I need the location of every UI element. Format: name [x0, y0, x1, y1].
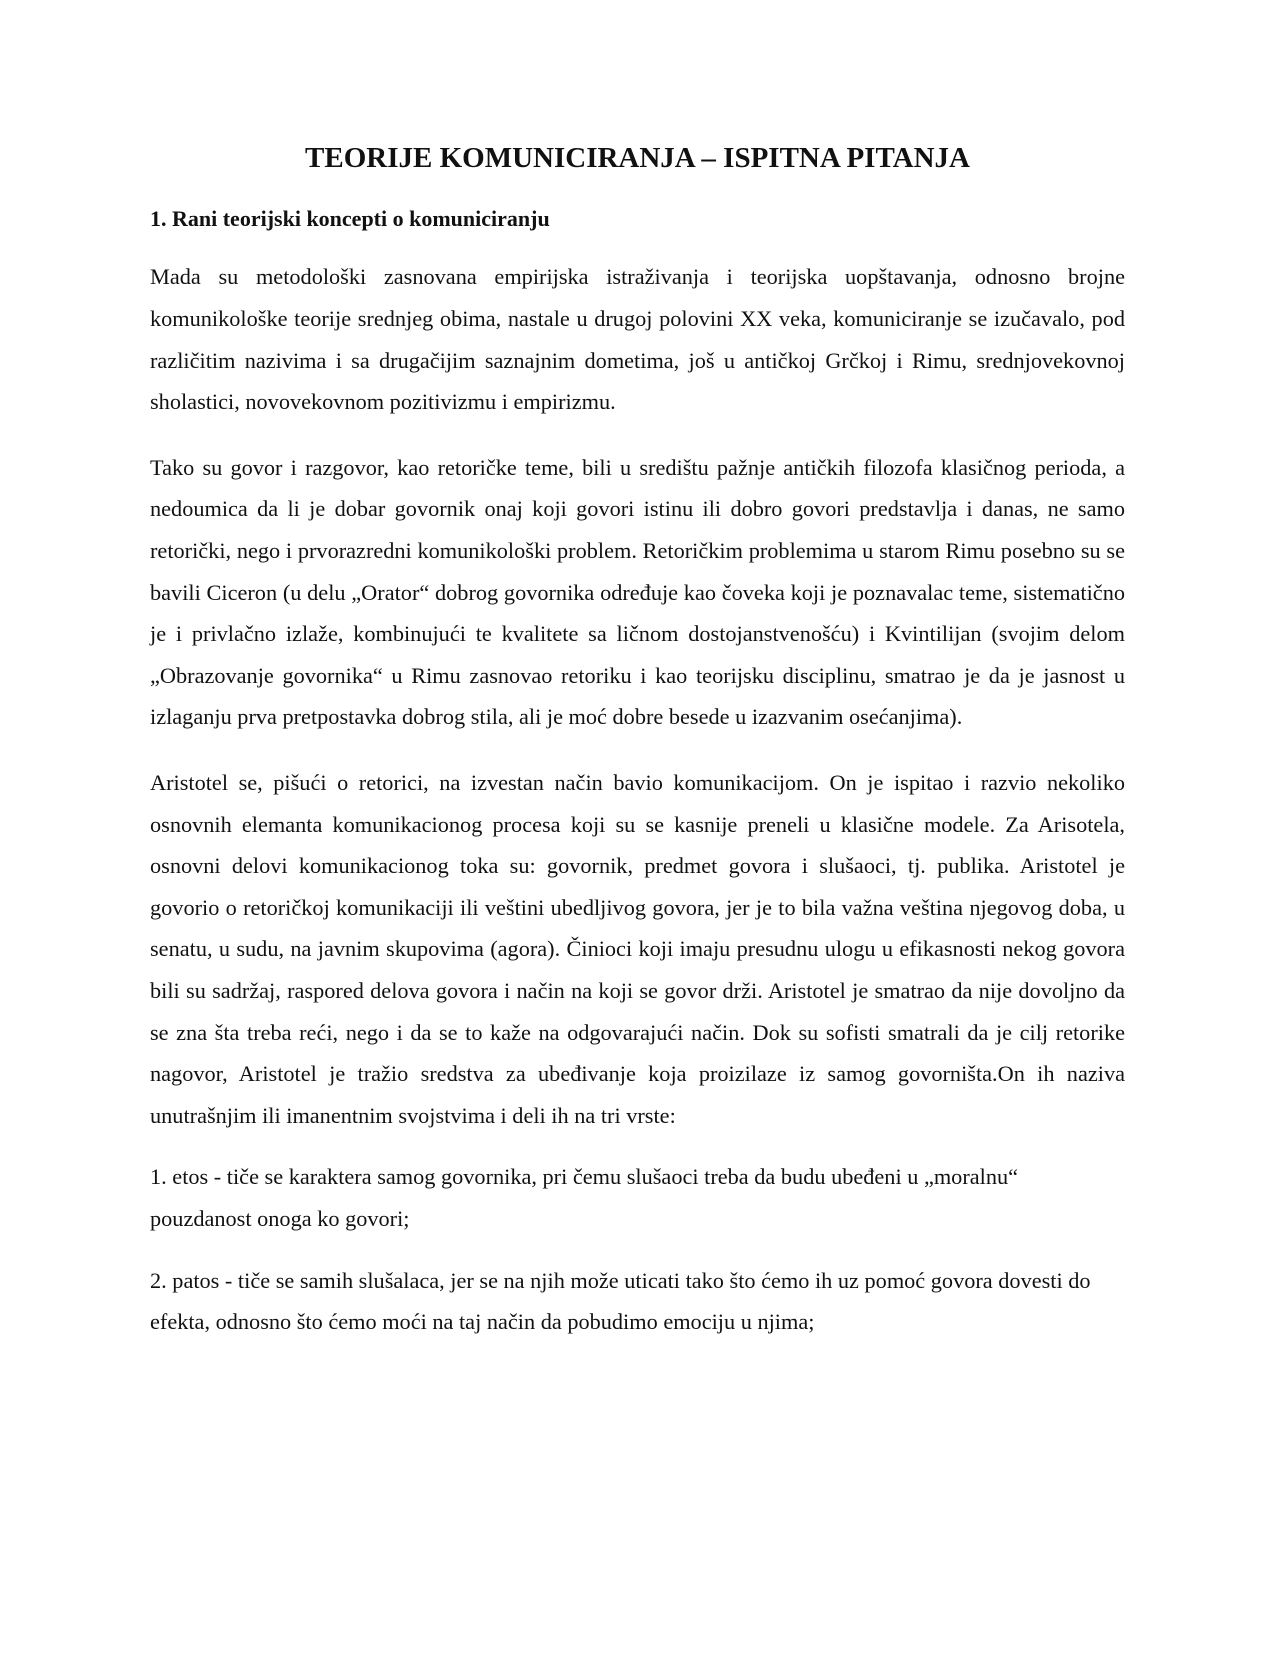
section-heading: 1. Rani teorijski koncepti o komuniciranju [150, 205, 550, 231]
paragraph-1: Mada su metodološki zasnovana empirijska istraživanja i teorijska uopštavanja, odnosno brojne komunikološke teorije srednjeg obima, nastale u drugoj polovini XX veka, komuniciranje se izučavalo, pod različitim nazivima i sa drugačijim saznajnim dometima, još u antičkoj Grčkoj i Rimu, srednjovekovnoj sholastici, novovekovnom pozitivizmu i empirizmu. [150, 264, 1125, 415]
paragraph-3: Aristotel se, pišući o retorici, na izvestan način bavio komunikacijom. On je ispitao i razvio nekoliko osnovnih elemanta komunikacionog procesa koji su se kasnije preneli u klasične modele. Za Arisotela, osnovni delovi komunikacionog toka su: govornik, predmet govora i slušaoci, tj. publika. Aristotel je govorio o retoričkoj komunikaciji ili veštini ubedljivog govora, jer je to bila važna veština njegovog doba, u senatu, u sudu, na javnim skupovima (agora). Činioci koji imaju presudnu ulogu u efikasnosti nekog govora bili su sadržaj, raspored delova govora i način na koji se govor drži. Aristotel je smatrao da nije dovoljno da se zna šta treba reći, nego i da se to kaže na odgovarajući način. Dok su sofisti smatrali da je cilj retorike nagovor, Aristotel je tražio sredstva za ubeđivanje koja proizilaze iz samog govorništa.On ih naziva unutrašnjim ili imanentnim svojstvima i deli ih na tri vrste: [150, 770, 1125, 1128]
document-page [150, 140, 1125, 1343]
list-item-patos: 2. patos - tiče se samih slušalaca, jer se na njih može uticati tako što ćemo ih uz pomoć govora dovesti do efekta, odnosno što ćemo moći na taj način da pobudimo emociju u njima; [150, 1267, 1091, 1335]
list-item-etos: 1. etos - tiče se karaktera samog govornika, pri čemu slušaoci treba da budu ubeđeni u „moralnu“ pouzdanost onoga ko govori; [150, 1164, 1019, 1231]
document-title: TEORIJE KOMUNICIRANJA – ISPITNA PITANJA [305, 142, 970, 174]
paragraph-2: Tako su govor i razgovor, kao retoričke teme, bili u središtu pažnje antičkih filozofa klasičnog perioda, a nedoumica da li je dobar govornik onaj koji govori istinu ili dobro govori predstavlja i danas, ne samo retorički, nego i prvorazredni komunikološki problem. Retoričkim problemima u starom Rimu posebno su se bavili Ciceron (u delu „Orator“ dobrog govornika određuje kao čoveka koji je poznavalac teme, sistematično je i privlačno izlaže, kombinujući te kvalitete sa ličnom dostojanstvenošću) i Kvintilijan (svojim delom „Obrazovanje govornika“ u Rimu zasnovao retoriku i kao teorijsku disciplinu, smatrao je da je jasnost u izlaganju prva pretpostavka dobrog stila, ali je moć dobre besede u izazvanim osećanjima). [150, 454, 1125, 730]
